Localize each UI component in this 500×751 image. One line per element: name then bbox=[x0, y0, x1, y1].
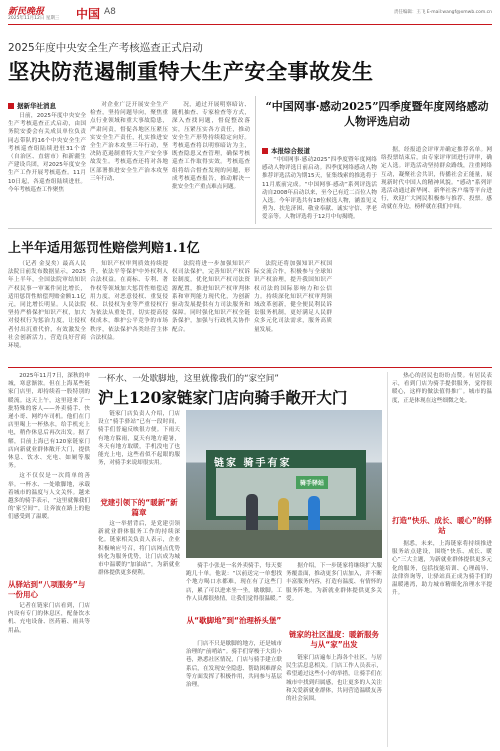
side-col-2 bbox=[381, 146, 492, 224]
photo-person-2 bbox=[278, 498, 289, 534]
feature-col-2-b bbox=[98, 520, 180, 747]
mid-col-3-text: 法院将进一步加强知识产权司法保护，完善知识产权诉讼制度，优化知识产权司法资源配置，推进知识产权审判体系和审判能力现代化，为创新驱动发展提供有力司法服务和保障。同时强化知识产权全链条保护，加强与行政机关协作配合。 bbox=[172, 261, 250, 333]
feature-col-3-a-text: 骑手小张是一名外卖骑手，每天要跑几十单。他说：“以前送完一单想找个地方喝口水都难，现在有了这些门店，累了可以进来坐一坐，歇歇脚。工作人员都很热情，让我们觉得很温暖。” bbox=[186, 563, 282, 602]
feature-col-5-a bbox=[392, 372, 492, 507]
feature-col-2-a-text: 链家门店负责人介绍，门店设立“骑手驿站”已有一段时间，骑手们普遍反映很方便。下雨天有地方躲雨，夏天有地方避暑，冬天有地方取暖，手机没电了也能充上电，这些看似不起眼的服务，对骑手来说却很实用。 bbox=[98, 411, 180, 467]
lead-col-1-text: 日前，2025年度中央安全生产考核巡查正式启动，由国务院安委会有关成员单位负责同志带队的16个中央安全生产考核巡查组陆续进驻31个省（自治区、直辖市）和新疆生产建设兵团，对2025年度安全生产工作开展考核巡查。11月10日起，各巡查组陆续进驻。今年考核巡查工作聚焦 bbox=[8, 113, 86, 193]
mid-col-3 bbox=[172, 260, 250, 362]
feature-right-divider bbox=[387, 372, 388, 747]
lead-col-2 bbox=[90, 101, 168, 224]
mid-headline: 上半年适用惩罚性赔偿判赔1.1亿 bbox=[8, 241, 200, 256]
feature-subhead-4: 链家的社区温度：暖新服务与从“家”出发 bbox=[289, 630, 379, 649]
feature-col-4-a-text: 据介绍，下一步链家将继续扩大服务覆盖面，推动更多门店加入，并不断丰富服务内容，打造有温度、有情怀的服务阵地，为新就业群体提供更多关爱。 bbox=[286, 563, 382, 602]
side-col-1-text: “中国网事·感动2025”四季度暨年度网络感动人物评选日前启动。四季度网络感动人物推荐评选活动为期15天，征集线索的推选将于11月底前完成。“中国网事·感动”系列评选活动自2008年启动以来，至今已有近二百位人物入选。今年评选共有18位候选人物，涵盖见义勇为、扶危济困、敬业奉献、诚实守信、孝老爱亲等。人物评选将于12月中旬揭晓。 bbox=[262, 157, 377, 221]
side-col-2-text: 据，经报道会评审并确定推荐名单。网络投票结束后，由专家评审团进行评审，确定人选。评选活动坚持群众路线，注重网络互动，凝聚社会共识，传播社会正能量，展现新时代中国人的精神风貌。“感动”系列评选活动通过新华网、新华社客户端等平台进行，欢迎广大网民积极参与推荐、投票。感动就在身边，榜样就在我们中间。 bbox=[381, 147, 492, 211]
lead-reporter-label bbox=[8, 101, 56, 110]
lead-col-3-text: 况，通过开展明察暗访、随机抽查、专家检查等方式，深入查找问题，督促整改落实，压紧压实各方责任，推动安全生产形势持续稳定向好。考核巡查将以明察暗访为主，既查隐患又查管理，确保考核巡查工作取得实效。考核巡查组将结合督查发现的问题，形成考核巡查报告，推动解决一批安全生产重点难点问题。 bbox=[172, 102, 250, 191]
feature-col-1-intro-text: 2025年11月7日，深秋的申城，寒意渐浓。但在上海某些链家门店里，却持续着一股特别的暖流。这天上午，这里迎来了一批特殊的客人——外卖骑手、快递小哥、网约车司机。他们在门店里喝上一杯热水，给手机充上电，稍作休息后再次出发。据了解，目前上海已有120家链家门店向新就业群体敞开大门，提供休息、饮水、充电、如厕等服务。 bbox=[8, 373, 90, 470]
side-reporter-text: 本报综合报道 bbox=[271, 147, 310, 155]
photo-person-1 bbox=[246, 494, 258, 534]
mid-col-4-text: 法院还将加强知识产权国际交流合作，积极参与全球知识产权治理，提升我国知识产权司法的国际影响力和公信力。持续深化知识产权审判领域改革创新，健全便民利民诉讼服务机制，更好满足人民群众多元化司法需求，服务高质量发展。 bbox=[254, 261, 332, 333]
newspaper-logo: 新民晚报 bbox=[8, 7, 45, 17]
feature-col-4-a bbox=[286, 562, 382, 628]
lead-col-2-text: 对企业广泛开展安全生产检查，坚持问题导向，聚焦重点行业领域和重大事故隐患，严肃问责，督促各地区压紧压实安全生产责任，扎实推进安全生产治本攻坚三年行动，坚决防范遏制重特大生产安全事故发生。考核巡查还将对各地区部署推进安全生产治本攻坚三年行动、 bbox=[90, 102, 168, 182]
feature-kicker: 一杯水、一处歇脚地，这里就像我们的“家空间” bbox=[98, 374, 279, 384]
feature-col-1-tail bbox=[8, 602, 90, 747]
section-name: 中国 bbox=[76, 7, 101, 21]
feature-photo bbox=[186, 410, 382, 558]
mid-col-1 bbox=[8, 260, 86, 362]
side-headline: “中国网事·感动2025”四季度暨年度网络感动人物评选启动 bbox=[265, 100, 489, 128]
masthead-rule bbox=[8, 24, 492, 25]
lead-headline: 坚决防范遏制重特大生产安全事故发生 bbox=[8, 59, 374, 84]
lead-kicker: 2025年度中央安全生产考核巡查正式启动 bbox=[8, 42, 203, 54]
photo-ground bbox=[186, 530, 382, 558]
mid-col-1-text: （记者 金旻矣）最高人民法院日前发布数据显示，2025年上半年，全国法院审结知识产权民事一审案件同比增长，适用惩罚性赔偿判赔金额1.1亿元，同比增长明显。人民法院坚持严格保护知识产权，加大对侵权行为惩治力度，让侵权者付出沉重代价，有效激发全社会创新活力，营造良好营商环境。 bbox=[8, 261, 86, 350]
feature-top-rule bbox=[8, 367, 492, 368]
feature-col-3-b bbox=[186, 640, 282, 747]
feature-col-4-b bbox=[286, 654, 382, 747]
lead-reporter-text: 据新华社消息 bbox=[17, 102, 56, 110]
mid-col-4 bbox=[254, 260, 332, 362]
masthead bbox=[8, 4, 492, 24]
lead-col-1 bbox=[8, 112, 86, 224]
feature-col-1-tail-text: 记者在链家门店看到，门店内设有专门的休息区，配备饮水机、充电设备、医药箱、雨具等用品。 bbox=[8, 603, 90, 634]
mid-col-2-text: 知识产权审判质效持续提升，依法平等保护中外权利人合法权益。在商标、专利、著作权等领域加大惩罚性赔偿适用力度，对恶意侵权、重复侵权、以侵权为业等严重侵权行为依法从重处罚，切实提高侵权成本，维护公平竞争的市场秩序，依法保护各类经营主体合法权益。 bbox=[90, 261, 168, 341]
feature-col-4-b-text: 链家门店遍布上海各个社区，与居民生活息息相关。门店工作人员表示，希望通过这些小小的举措，让骑手们在城市中找到归属感，也让更多的人关注和关爱新就业群体，共同营造温暖友善的社会氛围。 bbox=[286, 655, 382, 703]
lead-col-3 bbox=[172, 101, 250, 224]
feature-subhead-3: 从“歇脚地”到“治理桥头堡” bbox=[186, 616, 282, 625]
mid-col-2 bbox=[90, 260, 168, 362]
feature-col-3-a bbox=[186, 562, 282, 612]
page-number: A8 bbox=[104, 7, 116, 17]
feature-col-5-b bbox=[392, 540, 492, 747]
feature-headline: 沪上120家链家门店向骑手敞开大门 bbox=[98, 388, 348, 407]
side-col-1 bbox=[262, 156, 377, 224]
photo-sign: 链家 骑手有家 bbox=[214, 458, 292, 469]
feature-col-1-body-text: 这不仅仅是一次简单的善举。一杯水、一处歇脚地，承载着城市的温度与人文关怀。越来越多的骑手表示，“这里就像我们的‘家空间’”，让奔波在路上的他们感受到了温暖。 bbox=[8, 473, 90, 521]
edition-date: 2025年11月12日 星期三 bbox=[8, 16, 60, 21]
photo-person-3 bbox=[308, 496, 320, 534]
section-marker-icon bbox=[262, 148, 268, 154]
editor-line: 责任编辑：王飞 E-mail:wangf@xmwb.com.cn bbox=[393, 10, 492, 15]
feature-col-3-b-text: 门店不只是歇脚的地方，还是城市治理的“前哨站”。骑手们穿梭于大街小巷，熟悉社区情况，门店与骑手建立联系后，在发现安全隐患、帮助困难群众等方面发挥了积极作用，共同参与基层治理。 bbox=[186, 641, 282, 689]
feature-col-5-b-text: 据悉，未来，上海链家将持续推进服务站点建设，围绕“快乐、成长、暖心”三大主题，为新就业群体提供更多元化的服务，包括技能培训、心理疏导、法律咨询等，让驿站真正成为骑手们的温暖港湾，助力城市精细化治理水平提升。 bbox=[392, 541, 492, 597]
feature-col-2-b-text: 这一举措背后，是党建引领新就业群体服务工作的持续深化。链家相关负责人表示，企业积极响应号召，将门店网点优势转化为服务优势，让门店成为城市中温暖的“加油站”，为新就业群体提供更多便利。 bbox=[98, 521, 180, 577]
photo-banner: 骑手驿站 bbox=[296, 476, 328, 489]
side-divider bbox=[255, 96, 256, 224]
feature-col-1-intro bbox=[8, 372, 90, 576]
side-reporter-label bbox=[262, 146, 310, 155]
feature-col-2-a bbox=[98, 410, 180, 494]
feature-col-5-a-text: 热心的居民也纷纷点赞。有居民表示，看到门店为骑手提供服务，觉得很暖心，这样的做法值得推广。城市的温度，正是体现在这些细微之处。 bbox=[392, 373, 492, 404]
feature-subhead-1: 从驿站到“八项服务”与一份用心 bbox=[8, 580, 86, 599]
feature-subhead-5: 打造“快乐、成长、暖心”的驿站 bbox=[392, 516, 492, 535]
feature-subhead-2: 党建引领下的“暖新”新篇章 bbox=[100, 498, 178, 517]
section-marker-icon bbox=[8, 103, 14, 109]
mid-top-rule bbox=[8, 228, 492, 229]
